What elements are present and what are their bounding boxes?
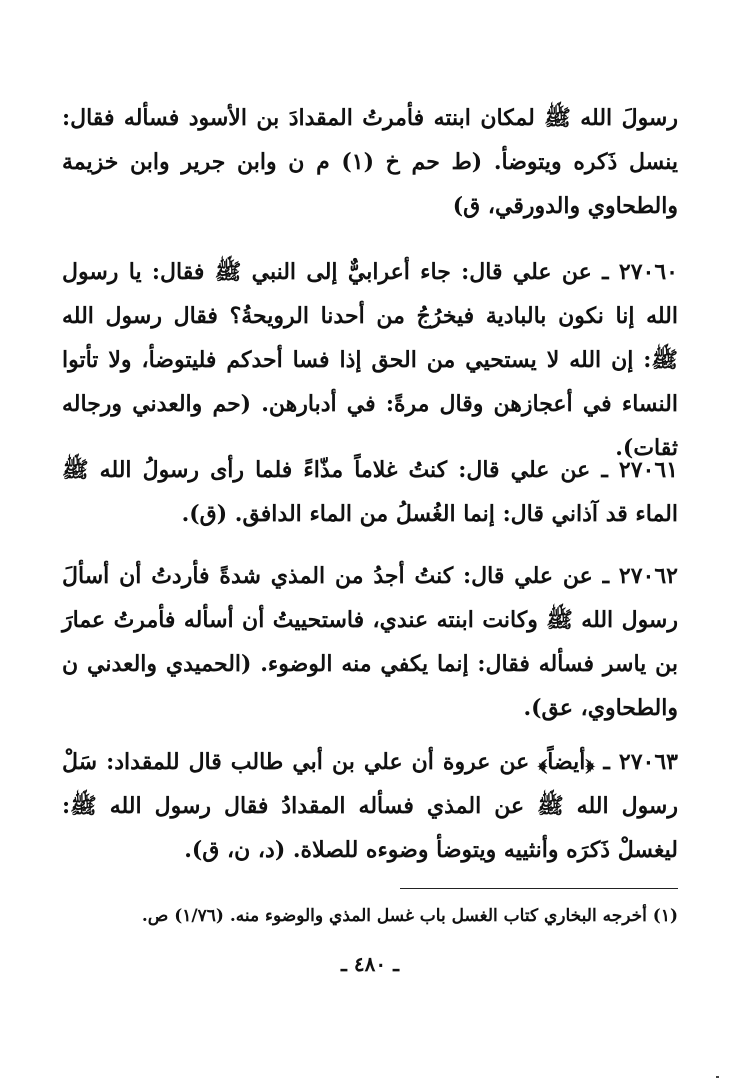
hadith-number: ٢٧٠٦٣ ـ	[603, 749, 678, 775]
hadith-27063	[62, 740, 678, 872]
scan-speck	[716, 1076, 719, 1078]
paragraph-continuation	[62, 96, 678, 228]
hadith-27061	[62, 448, 678, 536]
hadith-text: عن علي قال: جاء أعرابيٌّ إلى النبي ﷺ فقال: يا رسول الله إنا نكون بالبادية فيخرُجُ من أحدنا الرويحةُ؟ فقال رسول الله ﷺ: إن الله لا يستحيي من الحق إذا فسا أحدكم فليتوضأ، ولا تأتوا النساء في أعجازهن وقال مرةً: في أدبارهن. (حم والعدني ورجاله ثقات).	[62, 259, 678, 461]
hadith-27062	[62, 554, 678, 730]
hadith-text: ﴿أيضاً﴾ عن عروة أن علي بن أبي طالب قال للمقداد: سَلْ رسول الله ﷺ عن المذي فسأله المقدادُ فقال رسول الله ﷺ: ليغسلْ ذَكرَه وأنثييه ويتوضأ وضوءه للصلاة. (د، ن، ق).	[62, 749, 678, 863]
footnote: (١) أخرجه البخاري كتاب الغسل باب غسل المذي والوضوء منه. (١/٧٦) ص.	[141, 906, 678, 926]
page-number: ـ ٤٨٠ ـ	[341, 952, 399, 976]
hadith-text: عن علي قال: كنتُ أجدُ من المذي شدةً فأردتُ أن أسألَ رسول الله ﷺ وكانت ابنته عندي، فاستحييتُ أن أسأله فأمرتُ عمارَ بن ياسر فسأله فقال: إنما يكفي منه الوضوء. (الحميدي والعدني ن والطحاوي، عق).	[62, 563, 678, 721]
hadith-number: ٢٧٠٦١ ـ	[601, 457, 678, 483]
hadith-number: ٢٧٠٦٠ ـ	[602, 259, 678, 285]
paragraph-text: رسولَ الله ﷺ لمكان ابنته فأمرتُ المقدادَ بن الأسود فسأله فقال: ينسل ذَكره ويتوضأ. (ط حم خ (١) م ن وابن جرير وابن خزيمة والطحاوي والدورقي، ق)	[62, 105, 678, 219]
hadith-number: ٢٧٠٦٢ ـ	[602, 563, 678, 589]
hadith-text: عن علي قال: كنتُ غلاماً مذّاءً فلما رأى رسولُ الله ﷺ الماء قد آذاني قال: إنما الغُسلُ من الماء الدافق. (ق).	[62, 457, 678, 527]
footnote-divider	[400, 888, 678, 889]
hadith-27060	[62, 250, 678, 470]
